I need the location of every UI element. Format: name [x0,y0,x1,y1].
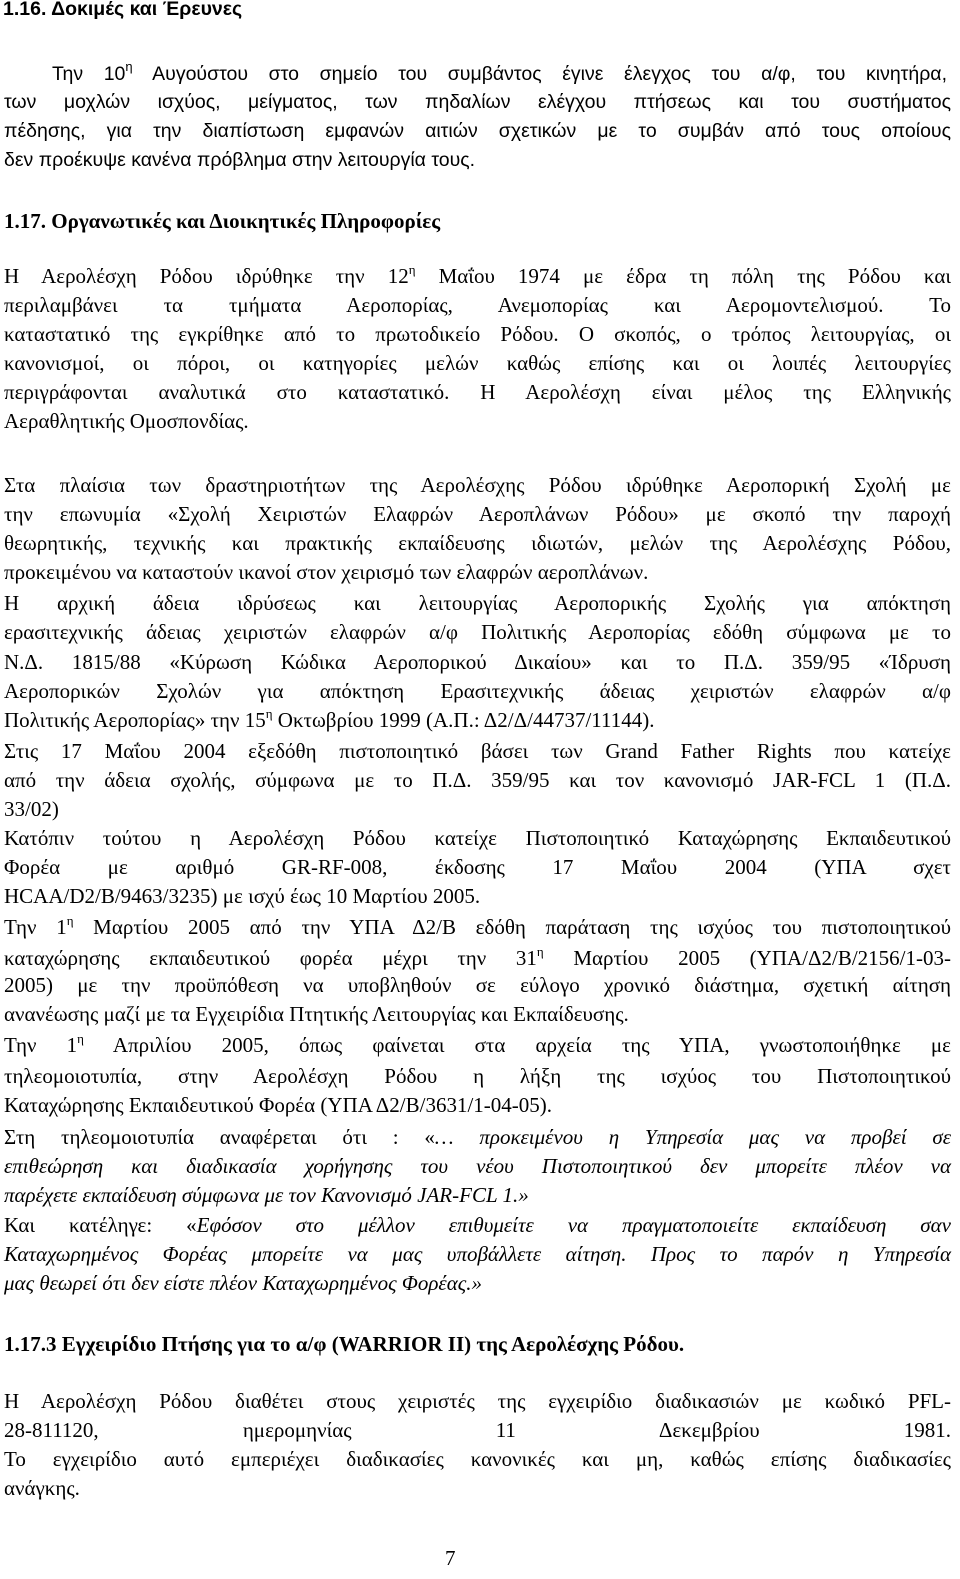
text-line [4,739,951,763]
text-run: καταστατικό της εγκρίθηκε από το πρωτοδικείο Ρόδου. Ο σκοπός, ο τρόπος λειτουργίας, οι [4,322,951,346]
text-line [52,59,948,86]
quote-line [4,1183,529,1207]
quote-text: … προκειμένου η Υπηρεσία μας να προβεί σε [434,1125,951,1149]
quote-text: Εφόσον στο μέλλον επιθυμείτε να πραγματοποιείτε εκπαίδευση σαν [196,1213,951,1237]
text-line [4,560,648,584]
text-run: Φορέα με αριθμό GR-RF-008, έκδοσης 17 Μαΐου 2004 (ΥΠΑ σχετ [4,855,951,879]
text-run: Μαΐου 1974 με έδρα τη πόλη της Ρόδου και [415,264,951,288]
text-run: Στα πλαίσια των δραστηριοτήτων της Αερολέσχης Ρόδου ιδρύθηκε Αεροπορική Σχολή με [4,473,951,497]
text-line [4,380,951,404]
text-run: Η Αερολέσχη Ρόδου διαθέτει στους χειριστές της εγχειρίδιο διαδικασιών με κωδικό PFL- [4,1389,951,1413]
superscript: η [408,262,416,277]
text-line [4,1064,951,1088]
text-run: Οκτωβρίου 1999 (Α.Π.: Δ2/Δ/44737/11144). [272,708,655,732]
text-line [4,1447,951,1471]
text-line [4,1033,951,1057]
text-line [4,119,951,143]
page-number-text: 7 [445,1546,456,1570]
text-line [4,650,951,674]
text-run: HCAA/D2/B/9463/3235) με ισχύ έως 10 Μαρτίου 2005. [4,884,481,908]
text-line [4,531,951,555]
text-run: Την 1 [4,1033,78,1057]
page-number [445,1546,456,1570]
superscript: η [77,1031,84,1046]
section-heading [4,209,440,233]
text-run: Μαρτίου 2005 (ΥΠΑ/Δ2/Β/2156/1-03- [543,946,951,970]
text-line [4,620,951,644]
superscript: η [536,944,544,959]
text-run: περιλαμβάνει τα τμήματα Αεροπορίας, Ανεμοπορίας και Αερομοντελισμού. Το [4,293,951,317]
text-line [4,409,249,433]
text-run: δεν προέκυψε κανένα πρόβλημα στην λειτουργία τους. [4,149,476,171]
text-line [4,884,480,908]
text-run: Η Αερολέσχη Ρόδου ιδρύθηκε την 12 [4,264,409,288]
text-line [4,591,951,615]
text-run: Απριλίου 2005, όπως φαίνεται στα αρχεία της ΥΠΑ, γνωστοποιήθηκε με [83,1033,951,1057]
text-run: πέδησης, για την διαπίστωση εμφανών αιτιών σχετικών με το συμβάν από τους οποίους [4,120,951,142]
text-run: ανάγκης. [4,1476,80,1500]
text-line [4,826,951,850]
section-heading [4,1332,684,1356]
text-line [4,679,951,703]
text-run: Το εγχειρίδιο αυτό εμπεριέχει διαδικασίες κανονικές και μη, καθώς επίσης διαδικασίες [4,1447,951,1471]
text-run: Μαρτίου 2005 από την ΥΠΑ Δ2/Β εδόθη παράταση της ισχύος του πιστοποιητικού [73,915,951,939]
text-run: από την άδεια σχολής, σύμφωνα με το Π.Δ. 359/95 και τον κανονισμό JAR-FCL 1 (Π.Δ. [4,768,951,792]
text-run: προκειμένου να καταστούν ικανοί στον χειρισμό των ελαφρών αεροπλάνων. [4,560,649,584]
text-line [4,855,951,879]
quote-text: παρέχετε εκπαίδευση σύμφωνα με τον Κανονισμό JAR-FCL 1.» [4,1183,529,1207]
text-run: Αεροπορικών Σχολών για απόκτηση Ερασιτεχνικής άδειας χειριστών ελαφρών α/φ [4,679,951,703]
quote-text: Καταχωρημένος Φορέας μπορείτε να μας υποβάλλετε αίτηση. Προς το παρόν η Υπηρεσία [4,1242,951,1266]
text-line [4,768,951,792]
text-run: περιγράφονται αναλυτικά στο καταστατικό. Η Αερολέσχη είναι μέλος της Ελληνικής [4,380,951,404]
text-line [4,973,951,997]
text-line [4,1002,629,1026]
text-line [4,293,951,317]
section-heading [3,0,242,21]
text-line [4,946,951,970]
text-line [4,1093,552,1117]
text-run: Πολιτικής Αεροπορίας» την 15 [4,708,266,732]
text-run: Την 10 [52,63,126,85]
heading-text: 1.17.3 Εγχειρίδιο Πτήσης για το α/φ (WARRIOR II) της Αερολέσχης Ρόδου. [4,1332,685,1356]
text-run: 2005) με την προϋπόθεση να υποβληθούν σε εύλογο χρονικό διάστημα, σχετική αίτηση [4,973,951,997]
text-line [4,915,951,939]
text-run: Η αρχική άδεια ιδρύσεως και λειτουργίας Αεροπορικής Σχολής για απόκτηση [4,591,951,615]
text-line [4,1476,80,1500]
text-line [4,264,951,288]
quote-line [4,1242,951,1266]
text-line [4,502,951,526]
quote-line [4,1154,951,1178]
text-run: καταχώρησης εκπαιδευτικού φορέα μέχρι την 31 [4,946,537,970]
text-line [4,473,951,497]
text-line [4,322,951,346]
text-run: Αεραθλητικής Ομοσπονδίας. [4,409,249,433]
superscript: η [265,706,273,721]
text-run: ερασιτεχνικής άδειας χειριστών ελαφρών α/φ Πολιτικής Αεροπορίας εδόθη σύμφωνα με το [4,620,951,644]
text-line [4,351,951,375]
text-run: κανονισμοί, οι πόροι, οι κατηγορίες μελών καθώς επίσης και οι λοιπές λειτουργίες [4,351,951,375]
text-run: 28-811120, ημερομηνίας 11 Δεκεμβρίου 1981. [4,1418,951,1442]
text-line [4,148,475,172]
quote-line [4,1213,951,1237]
text-run: 33/02) [4,797,59,821]
text-run: Ν.Δ. 1815/88 «Κύρωση Κώδικα Αεροπορικού Δικαίου» και το Π.Δ. 359/95 «Ίδρυση [4,650,951,674]
text-run: Αυγούστου στο σημείο του συμβάντος έγινε έλεγχος του α/φ, του κινητήρα, [132,63,948,85]
quote-text: μας θεωρεί ότι δεν είστε πλέον Καταχωρημένος Φορέας.» [4,1271,482,1295]
text-line [4,708,654,732]
text-run: Την 1 [4,915,67,939]
text-run: ανανέωσης μαζί με τα Εγχειρίδια Πτητικής Λειτουργίας και Εκπαίδευσης. [4,1002,629,1026]
text-line [4,1389,951,1413]
heading-text: 1.17. Οργανωτικές και Διοικητικές Πληροφορίες [4,209,441,233]
text-run: τηλεομοιοτυπία, στην Αερολέσχη Ρόδου η λήξη της ισχύος του Πιστοποιητικού [4,1064,951,1088]
quote-lead: Στη τηλεομοιοτυπία αναφέρεται ότι : « [4,1125,435,1149]
superscript: η [125,59,133,74]
text-line [4,1418,951,1442]
text-line [4,90,951,114]
quote-line [4,1271,482,1295]
quote-text: επιθεώρηση και διαδικασία χορήγησης του νέου Πιστοποιητικού δεν μπορείτε πλέον να [4,1154,951,1178]
quote-lead: Και κατέληγε: « [4,1213,197,1237]
text-run: την επωνυμία «Σχολή Χειριστών Ελαφρών Αεροπλάνων Ρόδου» με σκοπό την παροχή [4,502,951,526]
text-run: Κατόπιν τούτου η Αερολέσχη Ρόδου κατείχε Πιστοποιητικό Καταχώρησης Εκπαιδευτικού [4,826,951,850]
heading-text: 1.16. Δοκιμές και Έρευνες [3,0,243,20]
quote-line [4,1125,951,1149]
text-run: Καταχώρησης Εκπαιδευτικού Φορέα (ΥΠΑ Δ2/Β/3631/1-04-05). [4,1093,553,1117]
text-line [4,797,59,821]
text-run: Στις 17 Μαΐου 2004 εξεδόθη πιστοποιητικό βάσει των Grand Father Rights που κατείχε [4,739,951,763]
text-run: θεωρητικής, τεχνικής και πρακτικής εκπαίδευσης ιδιωτών, μελών της Αερολέσχης Ρόδου, [4,531,951,555]
superscript: η [66,913,74,928]
text-run: των μοχλών ισχύος, μείγματος, των πηδαλίων ελέγχου πτήσεως και του συστήματος [4,91,951,113]
